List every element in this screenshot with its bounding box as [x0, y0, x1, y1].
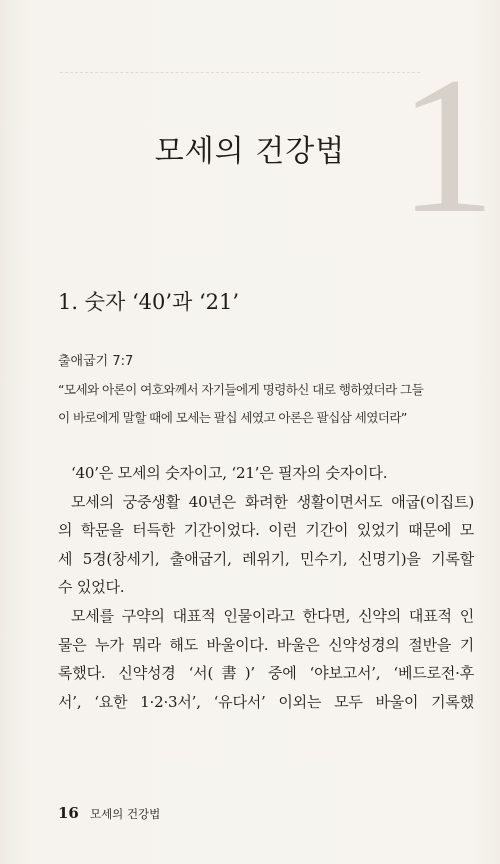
quote-line: “모세와 아론이 여호와께서 자기들에게 명령하신 대로 행하였더라 그들: [58, 382, 424, 397]
scripture-quote: [58, 376, 472, 432]
body-line: 서’, ‘요한 1·2·3서’, ‘유다서’ 이외는 모두 바울이 기록했: [58, 692, 474, 711]
body-line: ‘40’은 모세의 숫자이고, ‘21’은 필자의 숫자이다.: [71, 464, 388, 482]
body-line: 물은 누가 뭐라 해도 바울이다. 바울은 신약성경의 절반을 기: [58, 635, 474, 654]
page-number: 16: [58, 804, 79, 822]
body-line: 모세를 구약의 대표적 인물이라고 한다면, 신약의 대표적 인: [71, 606, 474, 625]
chapter-number: 1: [398, 37, 496, 254]
bleed-through-rule: [60, 72, 420, 73]
body-line: 모세의 궁중생활 40년은 화려한 생활이면서도 애굽(이집트): [71, 492, 474, 511]
section-heading: 1. 숫자 ‘40’과 ‘21’: [58, 290, 240, 314]
scripture-reference: 출애굽기 7:7: [58, 354, 134, 369]
chapter-title: 모세의 건강법: [154, 134, 346, 169]
body-line: 수 있었다.: [58, 578, 125, 597]
running-title: 모세의 건강법: [89, 807, 161, 821]
body-line: 록했다. 신약성경 ‘서(書)’ 중에 ‘야보고서’, ‘베드로전·후: [58, 664, 474, 683]
body-text: [58, 459, 474, 716]
body-line: 의 학문을 터득한 기간이었다. 이런 기간이 있었기 때문에 모: [58, 521, 474, 540]
quote-line: 이 바로에게 말할 때에 모세는 팔십 세였고 아론은 팔십삼 세였더라”: [58, 410, 407, 425]
page-footer: [58, 803, 160, 822]
body-line: 세 5경(창세기, 출애굽기, 레위기, 민수기, 신명기)을 기록할: [58, 549, 474, 568]
